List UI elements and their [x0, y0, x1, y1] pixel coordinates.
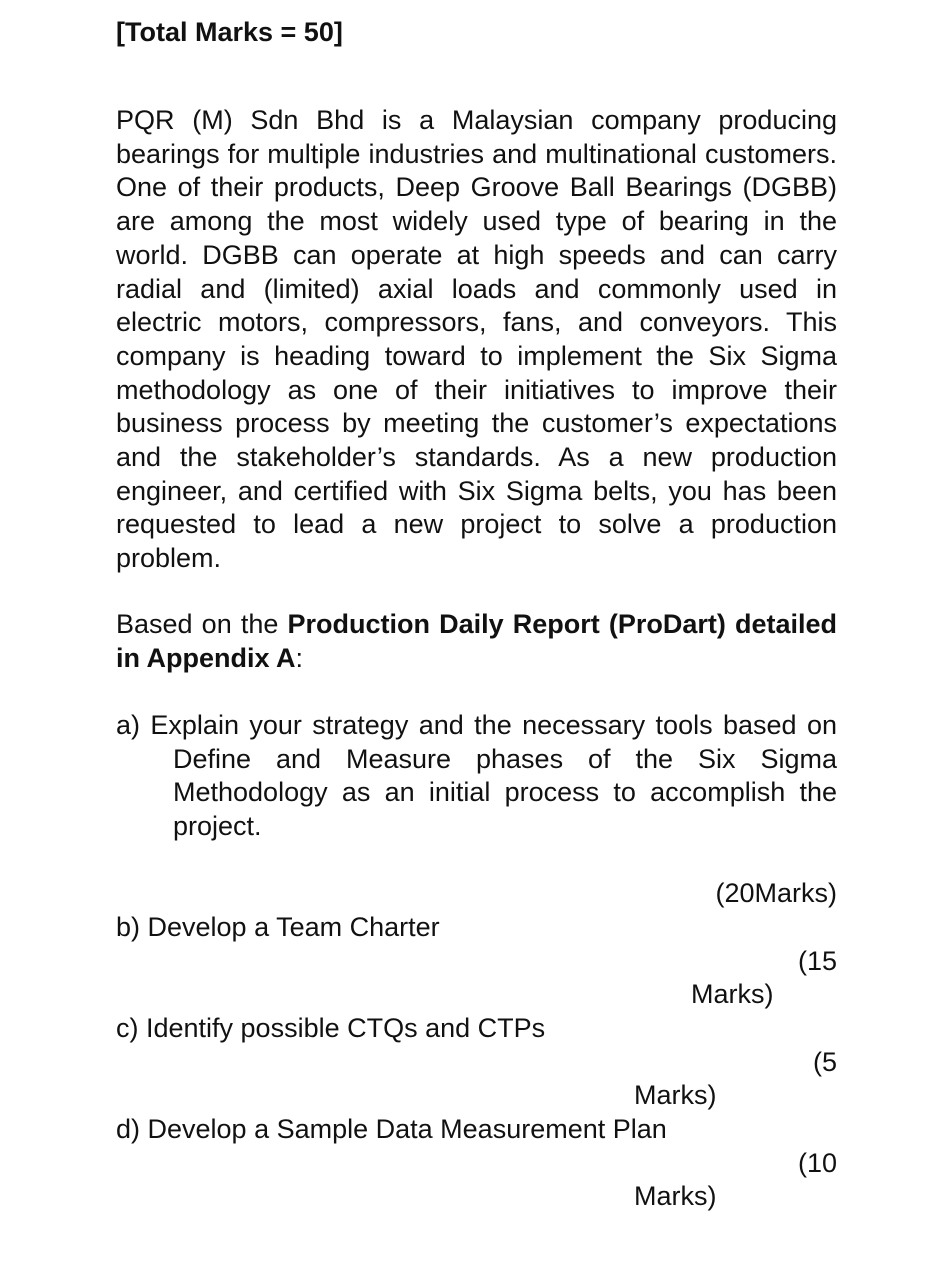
question-b: b) Develop a Team Charter [116, 912, 440, 942]
question-a-marks: (20Marks) [715, 878, 837, 908]
question-c-marks-open: (5 [812, 1047, 837, 1077]
question-b-marks-open: (15 [797, 946, 837, 976]
question-b-marks-close: Marks) [691, 979, 774, 1009]
based-on-statement [116, 608, 837, 675]
question-c: c) Identify possible CTQs and CTPs [116, 1013, 546, 1043]
question-d-marks-open: (10 [797, 1148, 837, 1178]
question-d-marks-close: Marks) [634, 1181, 717, 1211]
based-on-prefix: Based on the [116, 609, 288, 639]
question-d: d) Develop a Sample Data Measurement Plan [116, 1114, 667, 1144]
based-on-bold: Production Daily Report (ProDart) detailed in Appendix A [116, 609, 837, 673]
total-marks-heading: [Total Marks = 50] [116, 17, 343, 47]
question-c-marks-close: Marks) [634, 1080, 717, 1110]
intro-paragraph: PQR (M) Sdn Bhd is a Malaysian company producing bearings for multiple industries and multinational customers. One of their products, Deep Groove Ball Bearings (DGBB) are among the most widely used type of bearing in the world. DGBB can operate at high speeds and can carry radial and (limited) axial loads and commonly used in electric motors, compressors, fans, and conveyors. This company is heading toward to implement the Six Sigma methodology as one of their initiatives to improve their business process by meeting the customer’s expectations and the stakeholder’s standards. As a new production engineer, and certified with Six Sigma belts, you has been requested to lead a new project to solve a production problem. [116, 105, 837, 574]
question-a: a) Explain your strategy and the necessary tools based on Define and Measure phases of the Six Sigma Methodology as an initial process to accomplish the project. [116, 710, 837, 842]
based-on-suffix: : [295, 642, 304, 673]
